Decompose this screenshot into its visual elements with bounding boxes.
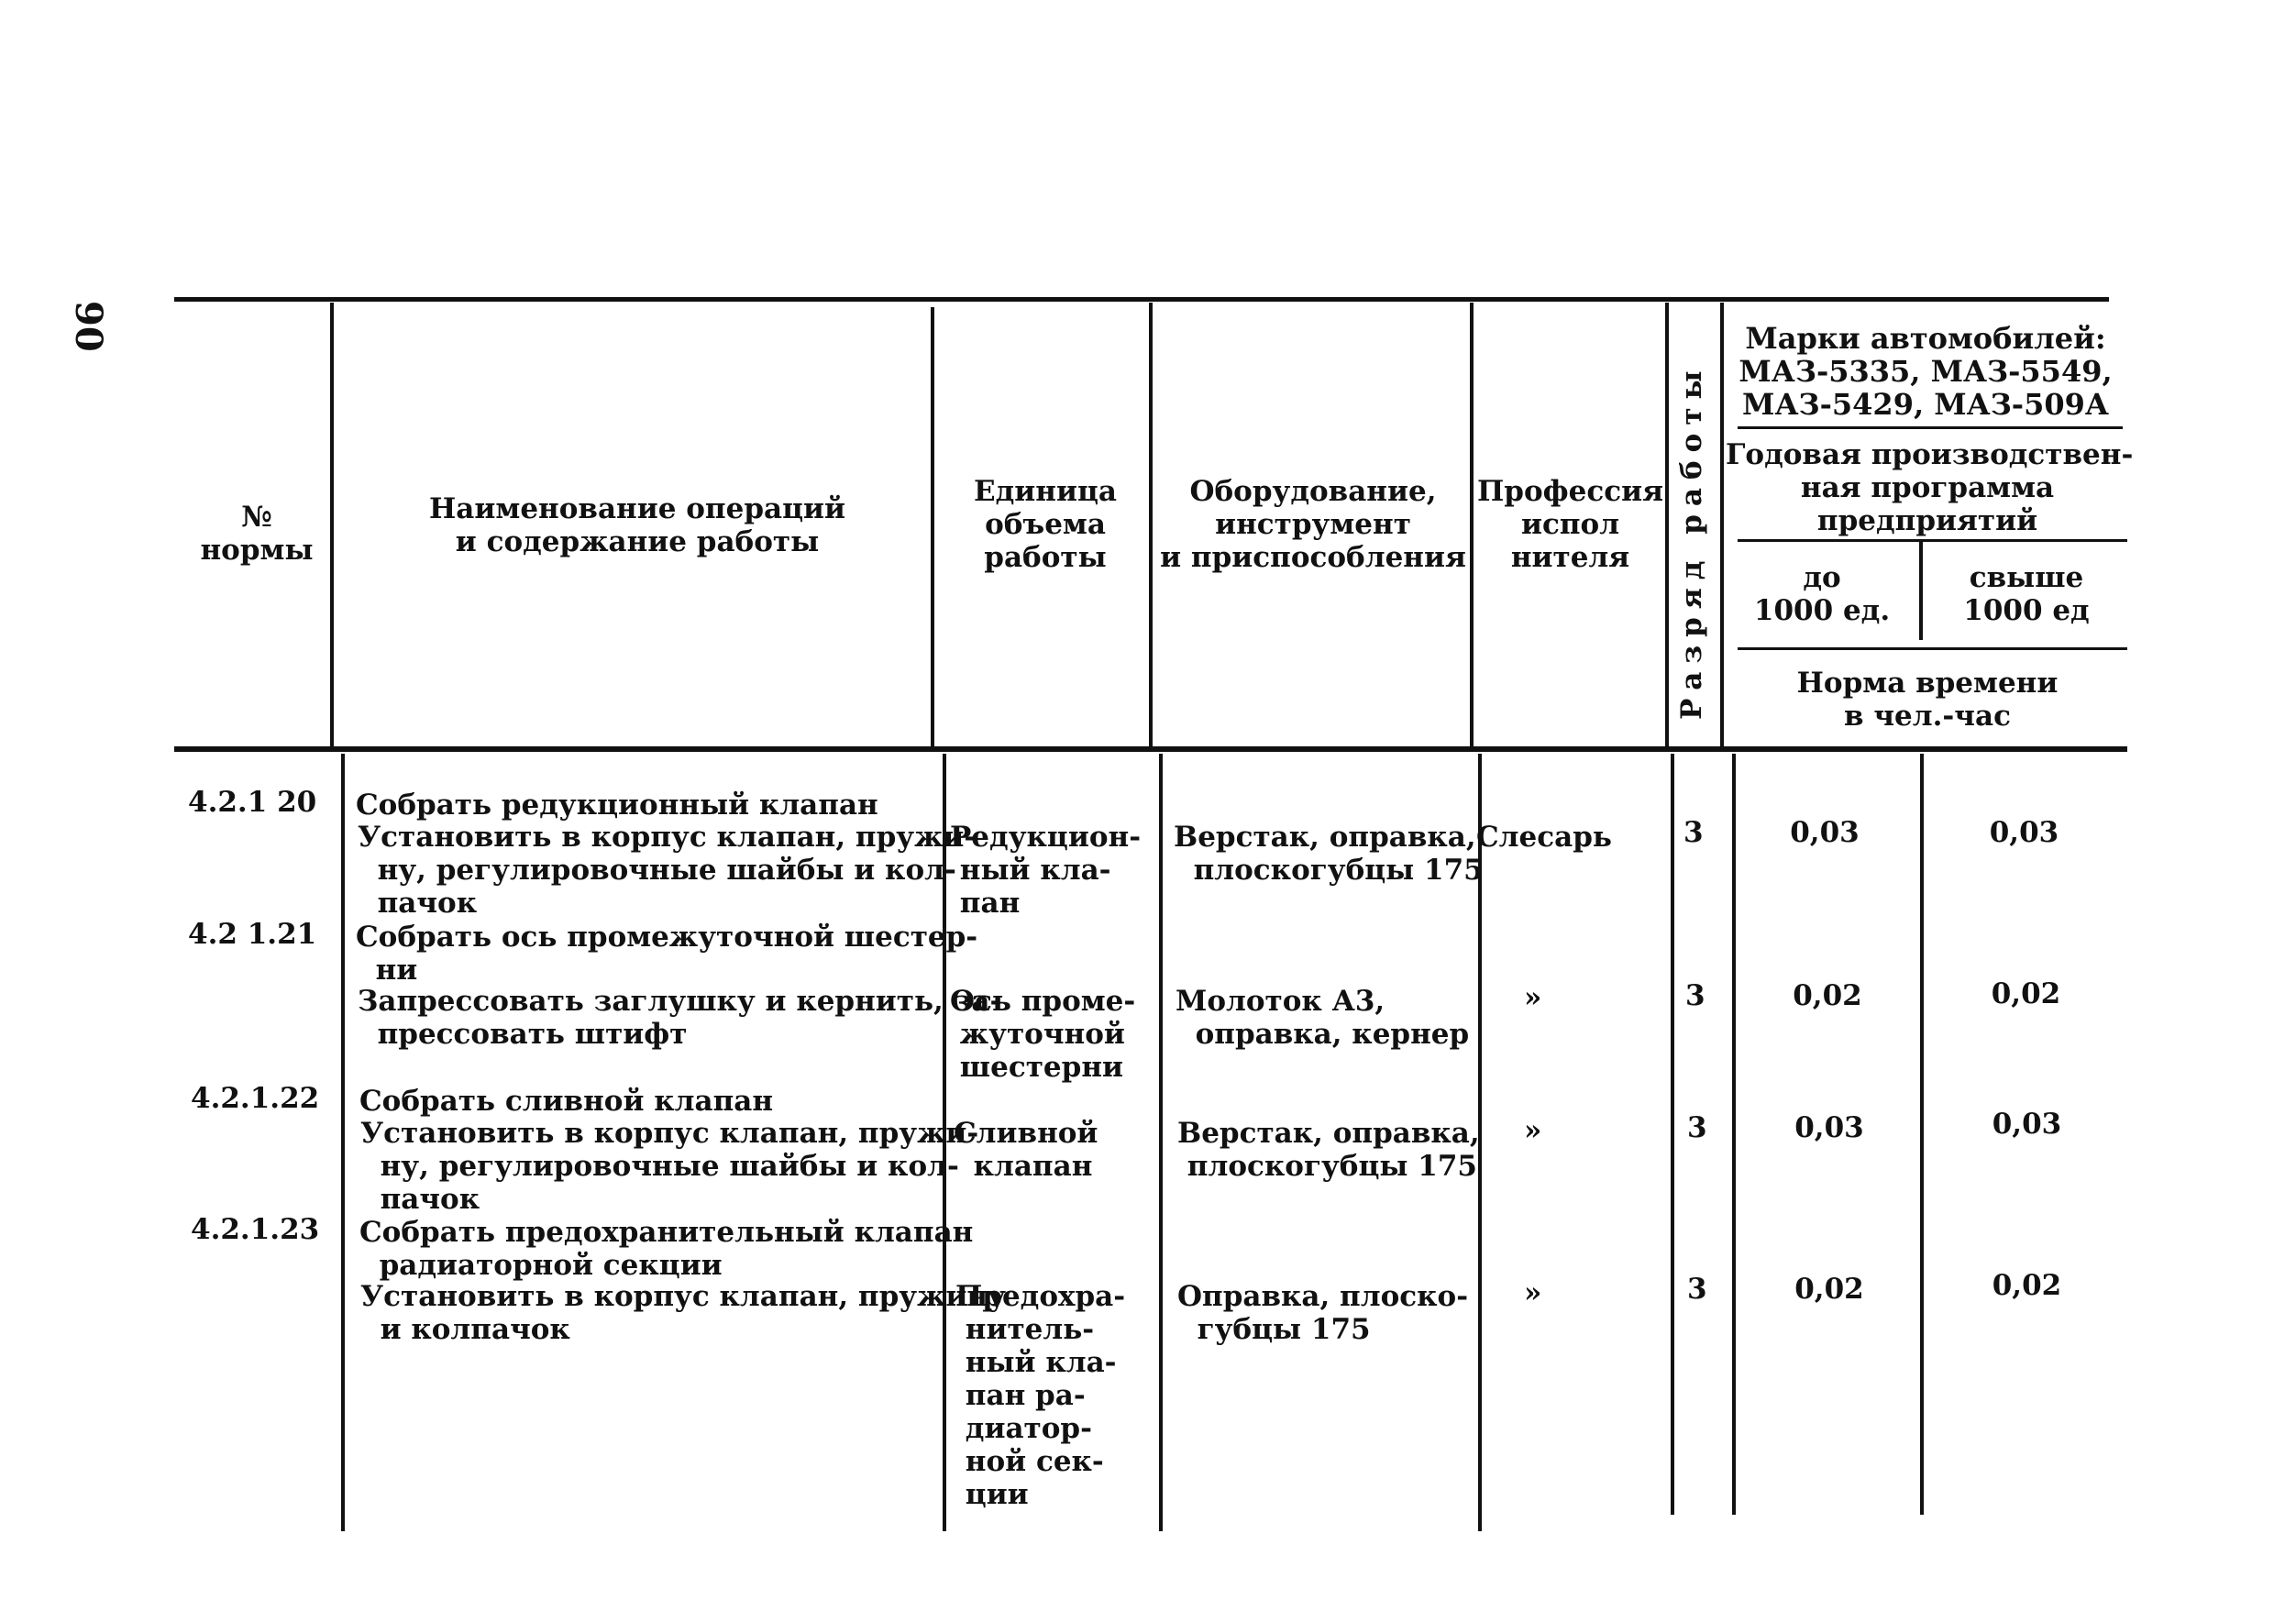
header-col-divider-7 <box>1919 541 1923 640</box>
brands-divider <box>1738 426 2123 429</box>
row-2-time-over: 0,02 <box>1991 977 2061 1010</box>
row-3-operation-body: Установить в корпус клапан, пружи- ну, регулировочные шайбы и кол- пачок <box>360 1117 979 1216</box>
row-2-time-upto: 0,02 <box>1793 979 1862 1012</box>
header-col-divider-3 <box>1149 303 1153 746</box>
row-1-time-over: 0,03 <box>1989 816 2059 849</box>
row-4-unit: Предохра- нитель- ный кла- пан ра- диатор- ной сек- ции <box>955 1280 1126 1511</box>
body-col-divider-1 <box>341 754 345 1531</box>
header-equipment: Оборудование, инструмент и приспособления <box>1160 475 1466 574</box>
header-profession: Профессия испол нителя <box>1477 475 1663 574</box>
body-col-divider-5 <box>1671 754 1674 1515</box>
row-3-operation-title: Собрать сливной клапан <box>359 1085 774 1118</box>
row-3-time-upto: 0,03 <box>1794 1111 1864 1144</box>
header-bottom-rule <box>174 746 2127 752</box>
row-1-norm-number: 4.2.1 20 <box>188 786 317 819</box>
header-col-divider-1 <box>330 303 334 746</box>
header-col-divider-5 <box>1665 303 1669 746</box>
row-2-operation-title: Собрать ось промежуточной шестер- ни <box>356 921 978 987</box>
header-over-1000: свыше 1000 ед <box>1963 561 2090 627</box>
norm-divider <box>1738 647 2127 650</box>
header-col-divider-2 <box>931 307 934 746</box>
program-divider <box>1738 539 2127 542</box>
row-2-norm-number: 4.2 1.21 <box>188 918 317 951</box>
header-upto-1000: до 1000 ед. <box>1753 561 1891 627</box>
body-col-divider-6 <box>1732 754 1736 1515</box>
header-unit: Единица объема работы <box>974 475 1117 574</box>
header-col-divider-4 <box>1470 303 1474 746</box>
row-1-grade: 3 <box>1683 816 1704 849</box>
row-3-equipment: Верстак, оправка, плоскогубцы 175 <box>1177 1117 1480 1183</box>
row-4-operation-body: Установить в корпус клапан, пружину и колпачок <box>360 1280 1006 1346</box>
header-car-brands: Марки автомобилей: МАЗ-5335, МАЗ-5549, МАЗ-5429, МАЗ-509А <box>1739 321 2113 422</box>
row-4-time-upto: 0,02 <box>1794 1273 1864 1306</box>
header-time-norm: Норма времени в чел.-час <box>1796 667 2059 733</box>
page-number: 90 <box>67 301 110 352</box>
row-4-time-over: 0,02 <box>1992 1269 2062 1302</box>
row-4-equipment: Оправка, плоско- губцы 175 <box>1177 1280 1469 1346</box>
row-4-grade: 3 <box>1687 1273 1707 1306</box>
header-norm-number: № нормы <box>200 501 314 567</box>
body-col-divider-3 <box>1159 754 1163 1531</box>
table-top-rule <box>174 297 2109 302</box>
row-1-profession: Слесарь <box>1476 821 1612 854</box>
row-2-profession: » <box>1524 981 1542 1014</box>
row-2-equipment: Молоток А3, оправка, кернер <box>1176 985 1470 1051</box>
row-2-grade: 3 <box>1685 979 1705 1012</box>
row-3-grade: 3 <box>1687 1111 1707 1144</box>
row-4-operation-title: Собрать предохранительный клапан радиаторной секции <box>359 1216 974 1282</box>
row-1-operation-body: Установить в корпус клапан, пружи- ну, регулировочные шайбы и кол- пачок <box>358 821 977 920</box>
row-4-profession: » <box>1524 1276 1542 1309</box>
row-1-operation-title: Собрать редукционный клапан <box>356 789 878 822</box>
row-3-norm-number: 4.2.1.22 <box>191 1082 320 1115</box>
row-3-time-over: 0,03 <box>1992 1108 2062 1141</box>
row-2-operation-body: Запрессовать заглушку и кернить, за- прессовать штифт <box>358 985 1002 1051</box>
row-3-profession: » <box>1524 1114 1542 1147</box>
row-1-equipment: Верстак, оправка, плоскогубцы 175 <box>1174 821 1484 887</box>
row-1-time-upto: 0,03 <box>1790 816 1860 849</box>
row-2-unit: Ось проме- жуточной шестерни <box>950 985 1136 1084</box>
row-4-norm-number: 4.2.1.23 <box>191 1213 320 1246</box>
header-grade: Разряд работы <box>1675 362 1708 720</box>
row-3-unit: Сливной клапан <box>954 1117 1098 1183</box>
header-operation-name: Наименование операций и содержание работы <box>429 492 845 558</box>
row-1-unit: Редукцион- ный кла- пан <box>950 821 1142 920</box>
header-annual-program: Годовая производствен- ная программа предприятий <box>1726 438 2134 537</box>
